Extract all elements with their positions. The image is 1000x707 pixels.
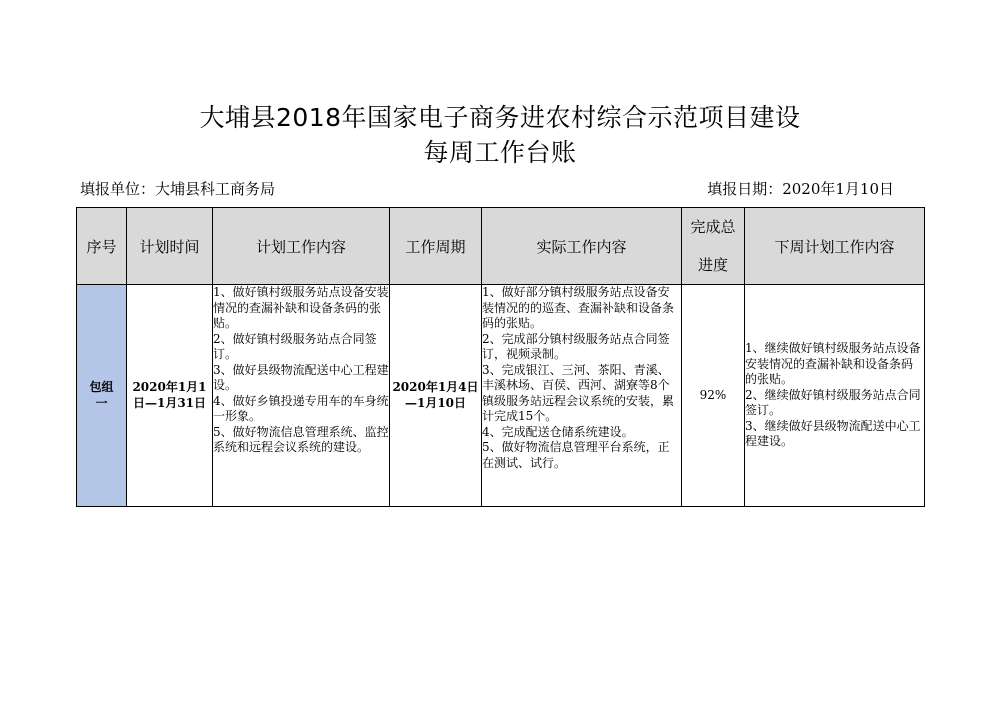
table-row xyxy=(77,285,925,507)
next-item: 3、继续做好县级物流配送中心工程建设。 xyxy=(745,418,921,449)
plan-content-cell xyxy=(213,285,390,507)
group-cell xyxy=(77,285,127,507)
actual-item: 2、完成部分镇村级服务站点合同签订，视频录制。 xyxy=(482,331,670,361)
next-item: 1、继续做好镇村级服务站点设备安装情况的查漏补缺和设备条码的张贴。 xyxy=(745,341,921,387)
header-progress-line1: 完成总 xyxy=(690,218,736,236)
next-week-cell xyxy=(745,285,925,507)
header-plan-time: 计划时间 xyxy=(127,208,213,285)
document-title: 大埔县2018年国家电子商务进农村综合示范项目建设 xyxy=(199,103,801,132)
header-progress xyxy=(682,208,745,285)
weekly-ledger-table xyxy=(76,207,925,507)
header-row xyxy=(77,208,925,285)
header-seq: 序号 xyxy=(77,208,127,285)
group-label-line2: 一 xyxy=(95,395,108,410)
actual-item: 4、完成配送仓储系统建设。 xyxy=(482,424,634,439)
group-label-line1: 包组 xyxy=(89,380,114,394)
progress-cell: 92% xyxy=(682,285,745,507)
actual-item: 1、做好部分镇村级服务站点设备安装情况的的巡查、查漏补缺和设备条码的张贴。 xyxy=(482,285,675,330)
plan-item: 3、做好县级物流配送中心工程建设。 xyxy=(213,362,389,392)
header-work-period: 工作周期 xyxy=(390,208,482,285)
header-plan-content: 计划工作内容 xyxy=(213,208,390,285)
document-subtitle: 每周工作台账 xyxy=(423,138,577,167)
header-actual-content: 实际工作内容 xyxy=(482,208,682,285)
header-next-week: 下周计划工作内容 xyxy=(745,208,925,285)
actual-content-cell xyxy=(482,285,682,507)
actual-item: 5、做好物流信息管理平台系统，正在测试、试行。 xyxy=(482,440,670,470)
actual-item: 3、完成银江、三河、茶阳、青溪、丰溪林场、百侯、西河、湖寮等8个镇级服务站远程会议系统的安装，累计完成15个。 xyxy=(482,362,675,423)
header-progress-line2: 进度 xyxy=(697,256,728,274)
plan-item: 1、做好镇村级服务站点设备安装情况的查漏补缺和设备条码的张贴。 xyxy=(213,285,389,330)
plan-item: 4、做好乡镇投递专用车的车身统一形象。 xyxy=(213,393,389,423)
plan-time-cell: 2020年1月1日—1月31日 xyxy=(127,285,213,507)
next-item: 2、继续做好镇村级服务站点合同签订。 xyxy=(745,387,921,418)
reporting-unit: 填报单位：大埔县科工商务局 xyxy=(80,180,276,198)
plan-item: 2、做好镇村级服务站点合同签订。 xyxy=(213,331,377,361)
plan-item: 5、做好物流信息管理系统、监控系统和远程会议系统的建设。 xyxy=(213,424,389,454)
work-period-cell: 2020年1月4日—1月10日 xyxy=(390,285,482,507)
reporting-date: 填报日期：2020年1月10日 xyxy=(707,180,894,198)
